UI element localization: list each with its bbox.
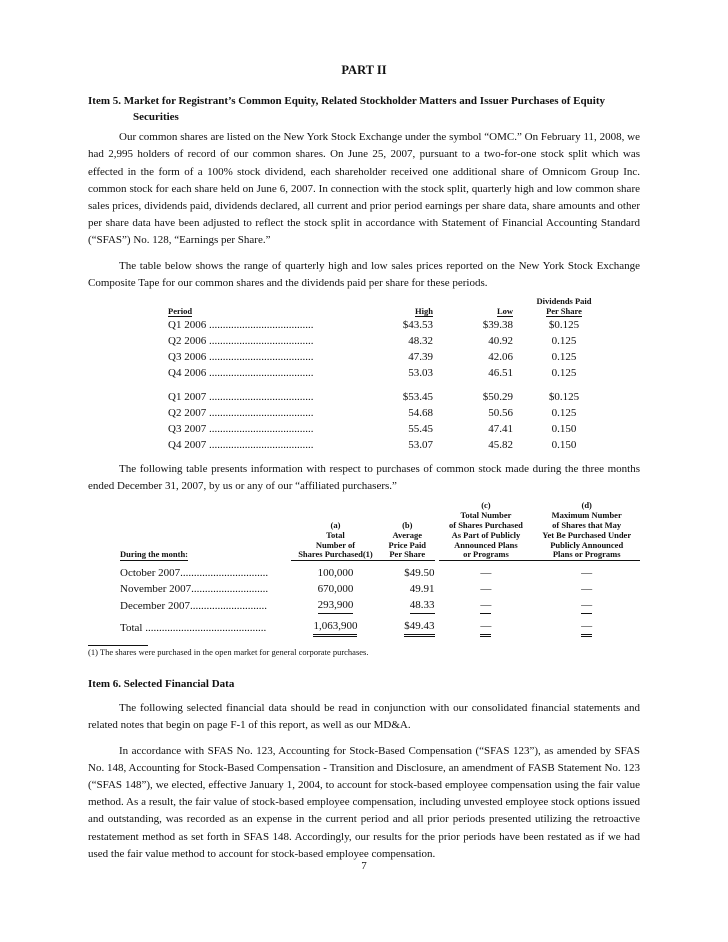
header-col-b: Per Share	[380, 550, 434, 561]
header-low: Low	[496, 306, 513, 317]
item5-heading: Item 5. Market for Registrant’s Common Equity, Related Stockholder Matters and Issuer Purchases of Equity Securities	[88, 95, 605, 124]
table-row: Q4 2006 ...................................... 53.03 46.51 0.125	[168, 367, 577, 380]
table-row: December 2007............................ 293,900 48.33 — —	[120, 597, 640, 614]
item6-heading: Item 6. Selected Financial Data	[88, 678, 235, 691]
item5-paragraph-2: The table below shows the range of quarterly high and low sales prices reported on the New York Stock Exchange Composite Tape for our common shares and the dividends paid per share for these periods.	[88, 259, 640, 289]
header-dividends-line1: Dividends Paid	[536, 296, 592, 307]
document-page	[88, 62, 640, 871]
table-row: Q4 2007 ...................................... 53.07 45.82 0.150	[168, 439, 577, 452]
table-row: Q3 2007 ...................................... 55.45 47.41 0.150	[168, 423, 577, 436]
header-month: During the month:	[120, 549, 189, 560]
table-row: Q2 2006 ...................................... 48.32 40.92 0.125	[168, 335, 577, 348]
total-row: Total ............................................ 1,063,900 $49.43 — —	[120, 618, 640, 637]
share-purchase-table: During the month: (a) Total Number of Shares Purchased(1) (b) Average Price Paid Per Share (c) Total Number of Shares Purchased As Part of Publicly Announced Plans or Programs (d) Maximum Number of Shares that May Yet Be Purchased Under Publicly Announced Plans or Programs October 2007................................ 100,000 $49.50 — — November 2007............................ 670,000 49.91 — — December 2007............................ 293,900 48.33 — — Total ............................................ 1,063,900 $49.43 — —	[120, 501, 640, 637]
header-high: High	[415, 306, 433, 317]
header-col-d: Plans or Programs	[533, 550, 640, 561]
table-row: Q2 2007 ...................................... 54.68 50.56 0.125	[168, 407, 577, 420]
table-row: November 2007............................ 670,000 49.91 — —	[120, 583, 593, 596]
part-title: PART II	[341, 63, 387, 77]
table-row: Q3 2006 ...................................... 47.39 42.06 0.125	[168, 351, 577, 364]
item5-paragraph-1: Our common shares are listed on the New York Stock Exchange under the symbol “OMC.” On February 11, 2008, we had 2,995 holders of record of our common shares. On June 25, 2007, pursuant to a two-for-one stock split which was effected in the form of a 100% stock dividend, each shareholder received one additional share of Omnicom Group Inc. common stock for each share held on June 6, 2007. In connection with the stock split, quarterly high and low common share sales prices, dividends paid, dividends declared, all current and prior period earnings per share data, share amounts and other per share data have been adjusted to reflect the stock split in accordance with Statement of Financial Accounting Standard (“SFAS”) No. 128, “Earnings per Share.”	[88, 131, 640, 247]
table-row: October 2007................................ 100,000 $49.50 — —	[120, 567, 593, 580]
header-dividends-line2: Per Share	[546, 306, 582, 317]
item5-paragraph-3: The following table presents information with respect to purchases of common stock made during the three months ended December 31, 2007, by us or any of our “affiliated purchasers.”	[88, 463, 640, 493]
table-row: Q1 2006 ...................................... $43.53 $39.38 $0.125	[168, 319, 580, 332]
table-row: Q1 2007 ...................................... $53.45 $50.29 $0.125	[168, 391, 580, 404]
header-period: Period	[168, 306, 193, 317]
header-col-a: Shares Purchased(1)	[291, 550, 380, 561]
quarterly-price-table	[168, 296, 601, 453]
item6-paragraph-1: The following selected financial data should be read in conjunction with our consolidated financial statements and related notes that begin on page F-1 of this report, as well as our MD&A.	[88, 702, 640, 732]
item6-paragraph-2: In accordance with SFAS No. 123, Accounting for Stock-Based Compensation (“SFAS 123”), as amended by SFAS No. 148, Accounting for Stock-Based Compensation - Transition and Disclosure, an amendment of FASB Statement No. 123 (“SFAS 148”), we elected, effective January 1, 2004, to account for stock-based employee compensation using the fair value method. As a result, the fair value of stock-based employee compensation, including unvested employee stock options issued and outstanding, was recorded as an expense in the current period and all prior periods presented utilizing the retroactive restatement method as set forth in SFAS 148. Accordingly, our results for the prior periods have been restated as if we had used the fair value method to account for stock-based employee compensation.	[88, 744, 640, 860]
header-col-c: or Programs	[439, 550, 534, 561]
page-number: 7	[361, 860, 367, 872]
footnote: (1) The shares were purchased in the open market for general corporate purchases.	[88, 647, 369, 658]
